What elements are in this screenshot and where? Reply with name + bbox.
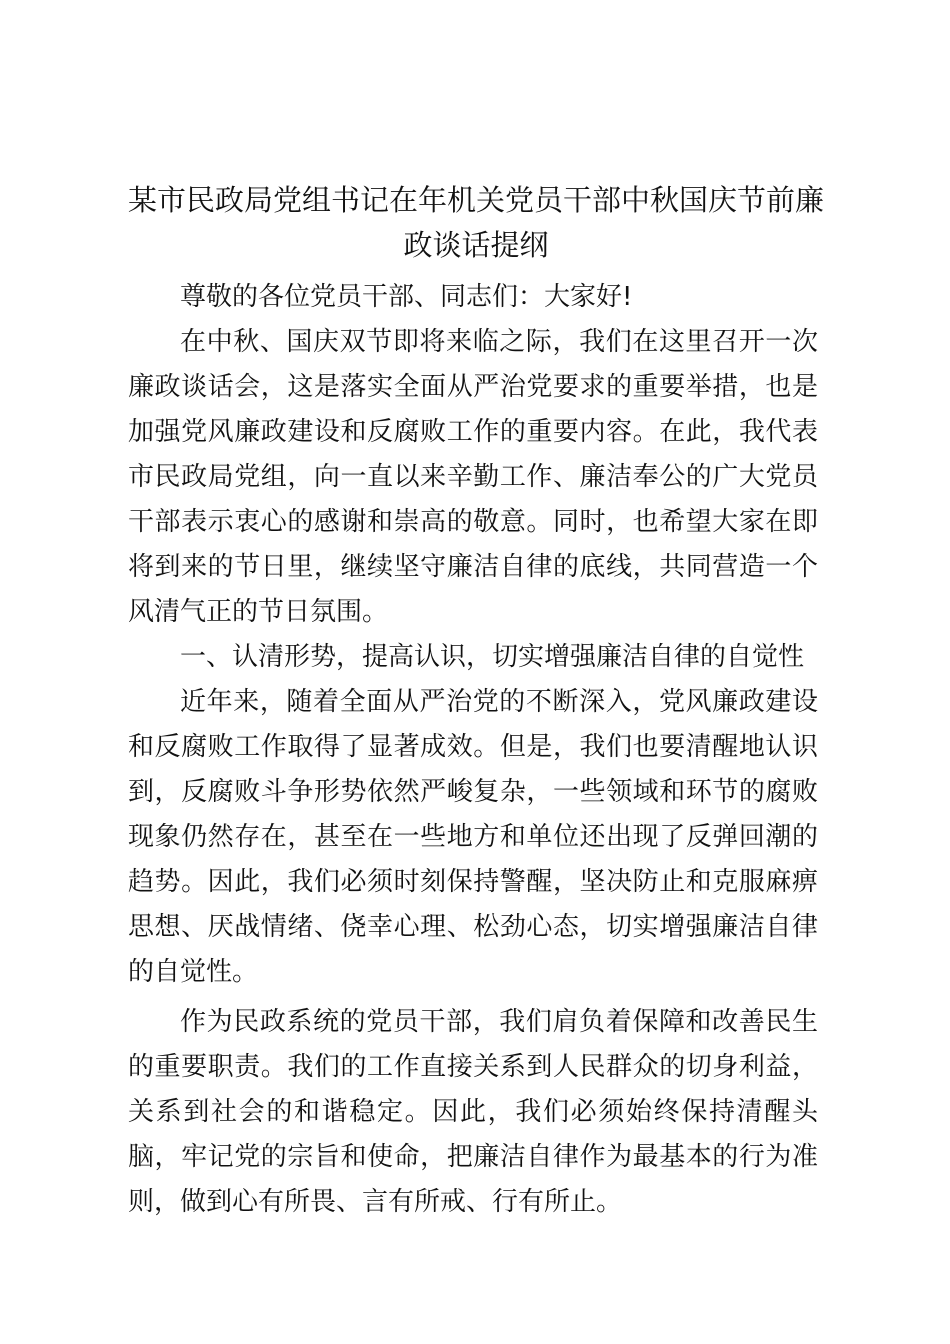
greeting-paragraph: 尊敬的各位党员干部、同志们：大家好! bbox=[180, 282, 633, 312]
body-paragraph: 近年来，随着全面从严治党的不断深入，党风廉政建设和反腐败工作取得了显著成效。但是，我们也要清醒地认识到，反腐败斗争形势依然严峻复杂，一些领域和环节的腐败现象仍然存在，甚至在一些地方和单位还出现了反弹回潮的趋势。因此，我们必须时刻保持警醒，坚决防止和克服麻痹思想、厌战情绪、侥幸心理、松劲心态，切实增强廉洁自律的自觉性。 bbox=[128, 687, 818, 987]
intro-paragraph: 在中秋、国庆双节即将来临之际，我们在这里召开一次廉政谈话会，这是落实全面从严治党要求的重要举措，也是加强党风廉政建设和反腐败工作的重要内容。在此，我代表市民政局党组，向一直以来辛勤工作、廉洁奉公的广大党员干部表示衷心的感谢和崇高的敬意。同时，也希望大家在即将到来的节日里，继续坚守廉洁自律的底线，共同营造一个风清气正的节日氛围。 bbox=[128, 327, 818, 627]
section-heading: 一、认清形势，提高认识，切实增强廉洁自律的自觉性 bbox=[180, 642, 805, 672]
document-title: 某市民政局党组书记在年机关党员干部中秋国庆节前廉政谈话提纲 bbox=[127, 183, 824, 262]
document-body bbox=[128, 275, 818, 1225]
body-paragraph: 作为民政系统的党员干部，我们肩负着保障和改善民生的重要职责。我们的工作直接关系到人民群众的切身利益，关系到社会的和谐稳定。因此，我们必须始终保持清醒头脑，牢记党的宗旨和使命，把廉洁自律作为最基本的行为准则，做到心有所畏、言有所戒、行有所止。 bbox=[128, 1007, 818, 1217]
